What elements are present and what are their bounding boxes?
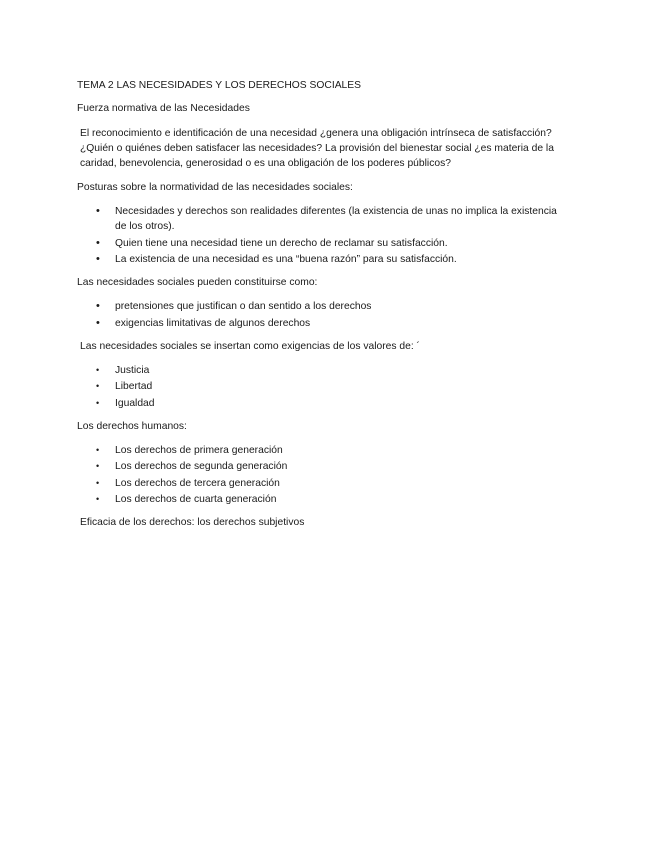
list-item xyxy=(77,236,567,251)
list-item xyxy=(77,363,567,378)
bullet-icon: • xyxy=(96,444,100,455)
section-constitution-lead: Las necesidades sociales pueden constituirse como: xyxy=(77,277,318,288)
bullet-icon: • xyxy=(96,461,100,471)
list-item xyxy=(77,476,567,491)
values-list xyxy=(77,363,567,411)
list-item xyxy=(77,396,567,411)
list-item-text: Justicia xyxy=(115,364,150,376)
list-item-text: Igualdad xyxy=(115,397,155,409)
postures-list xyxy=(77,204,567,267)
constitution-list xyxy=(77,299,567,331)
bullet-icon: • xyxy=(96,381,100,391)
document-subtitle: Fuerza normativa de las Necesidades xyxy=(77,103,250,114)
list-item-text: exigencias limitativas de algunos derechos xyxy=(115,317,311,329)
bullet-icon: • xyxy=(96,364,100,375)
list-item-text: Los derechos de primera generación xyxy=(115,444,283,456)
bullet-icon: • xyxy=(96,205,100,217)
list-item xyxy=(77,316,567,331)
closing-paragraph: Eficacia de los derechos: los derechos subjetivos xyxy=(80,517,305,528)
list-item-text: Quien tiene una necesidad tiene un derecho de reclamar su satisfacción. xyxy=(115,237,448,249)
list-item xyxy=(77,492,567,507)
list-item xyxy=(77,252,567,267)
list-item xyxy=(77,204,567,234)
section-values-lead: Las necesidades sociales se insertan como exigencias de los valores de: ´ xyxy=(80,340,420,352)
list-item xyxy=(77,299,567,314)
intro-paragraph: El reconocimiento e identificación de una necesidad ¿genera una obligación intrínseca de satisfacción? ¿Quién o quiénes deben satisfacer las necesidades? La provisión del bienestar social ¿es materia de la caridad, benevolencia, generosidad o es una obligación de los poderes públicos? xyxy=(80,128,554,169)
bullet-icon: • xyxy=(96,236,100,249)
bullet-icon: • xyxy=(96,253,100,265)
list-item-text: Los derechos de tercera generación xyxy=(115,477,280,489)
list-item-text: La existencia de una necesidad es una “buena razón” para su satisfacción. xyxy=(115,254,457,265)
list-item xyxy=(77,459,567,474)
list-item xyxy=(77,443,567,458)
list-item-text: pretensiones que justifican o dan sentido a los derechos xyxy=(115,301,372,312)
list-item xyxy=(77,379,567,394)
document-page xyxy=(77,78,567,530)
list-item-text: Los derechos de segunda generación xyxy=(115,461,288,472)
list-item-text: Los derechos de cuarta generación xyxy=(115,494,277,505)
section-postures-lead: Posturas sobre la normatividad de las necesidades sociales: xyxy=(77,182,353,193)
bullet-icon: • xyxy=(96,477,100,488)
list-item-text: Libertad xyxy=(115,381,153,392)
document-title: TEMA 2 LAS NECESIDADES Y LOS DERECHOS SOCIALES xyxy=(77,80,362,91)
list-item-text: Necesidades y derechos son realidades diferentes (la existencia de unas no implica la existencia de los otros). xyxy=(115,206,557,232)
bullet-icon: • xyxy=(96,494,100,504)
bullet-icon: • xyxy=(96,316,100,329)
bullet-icon: • xyxy=(96,300,100,312)
section-rights-lead: Los derechos humanos: xyxy=(77,420,187,432)
rights-generations-list xyxy=(77,443,567,508)
bullet-icon: • xyxy=(96,397,100,408)
